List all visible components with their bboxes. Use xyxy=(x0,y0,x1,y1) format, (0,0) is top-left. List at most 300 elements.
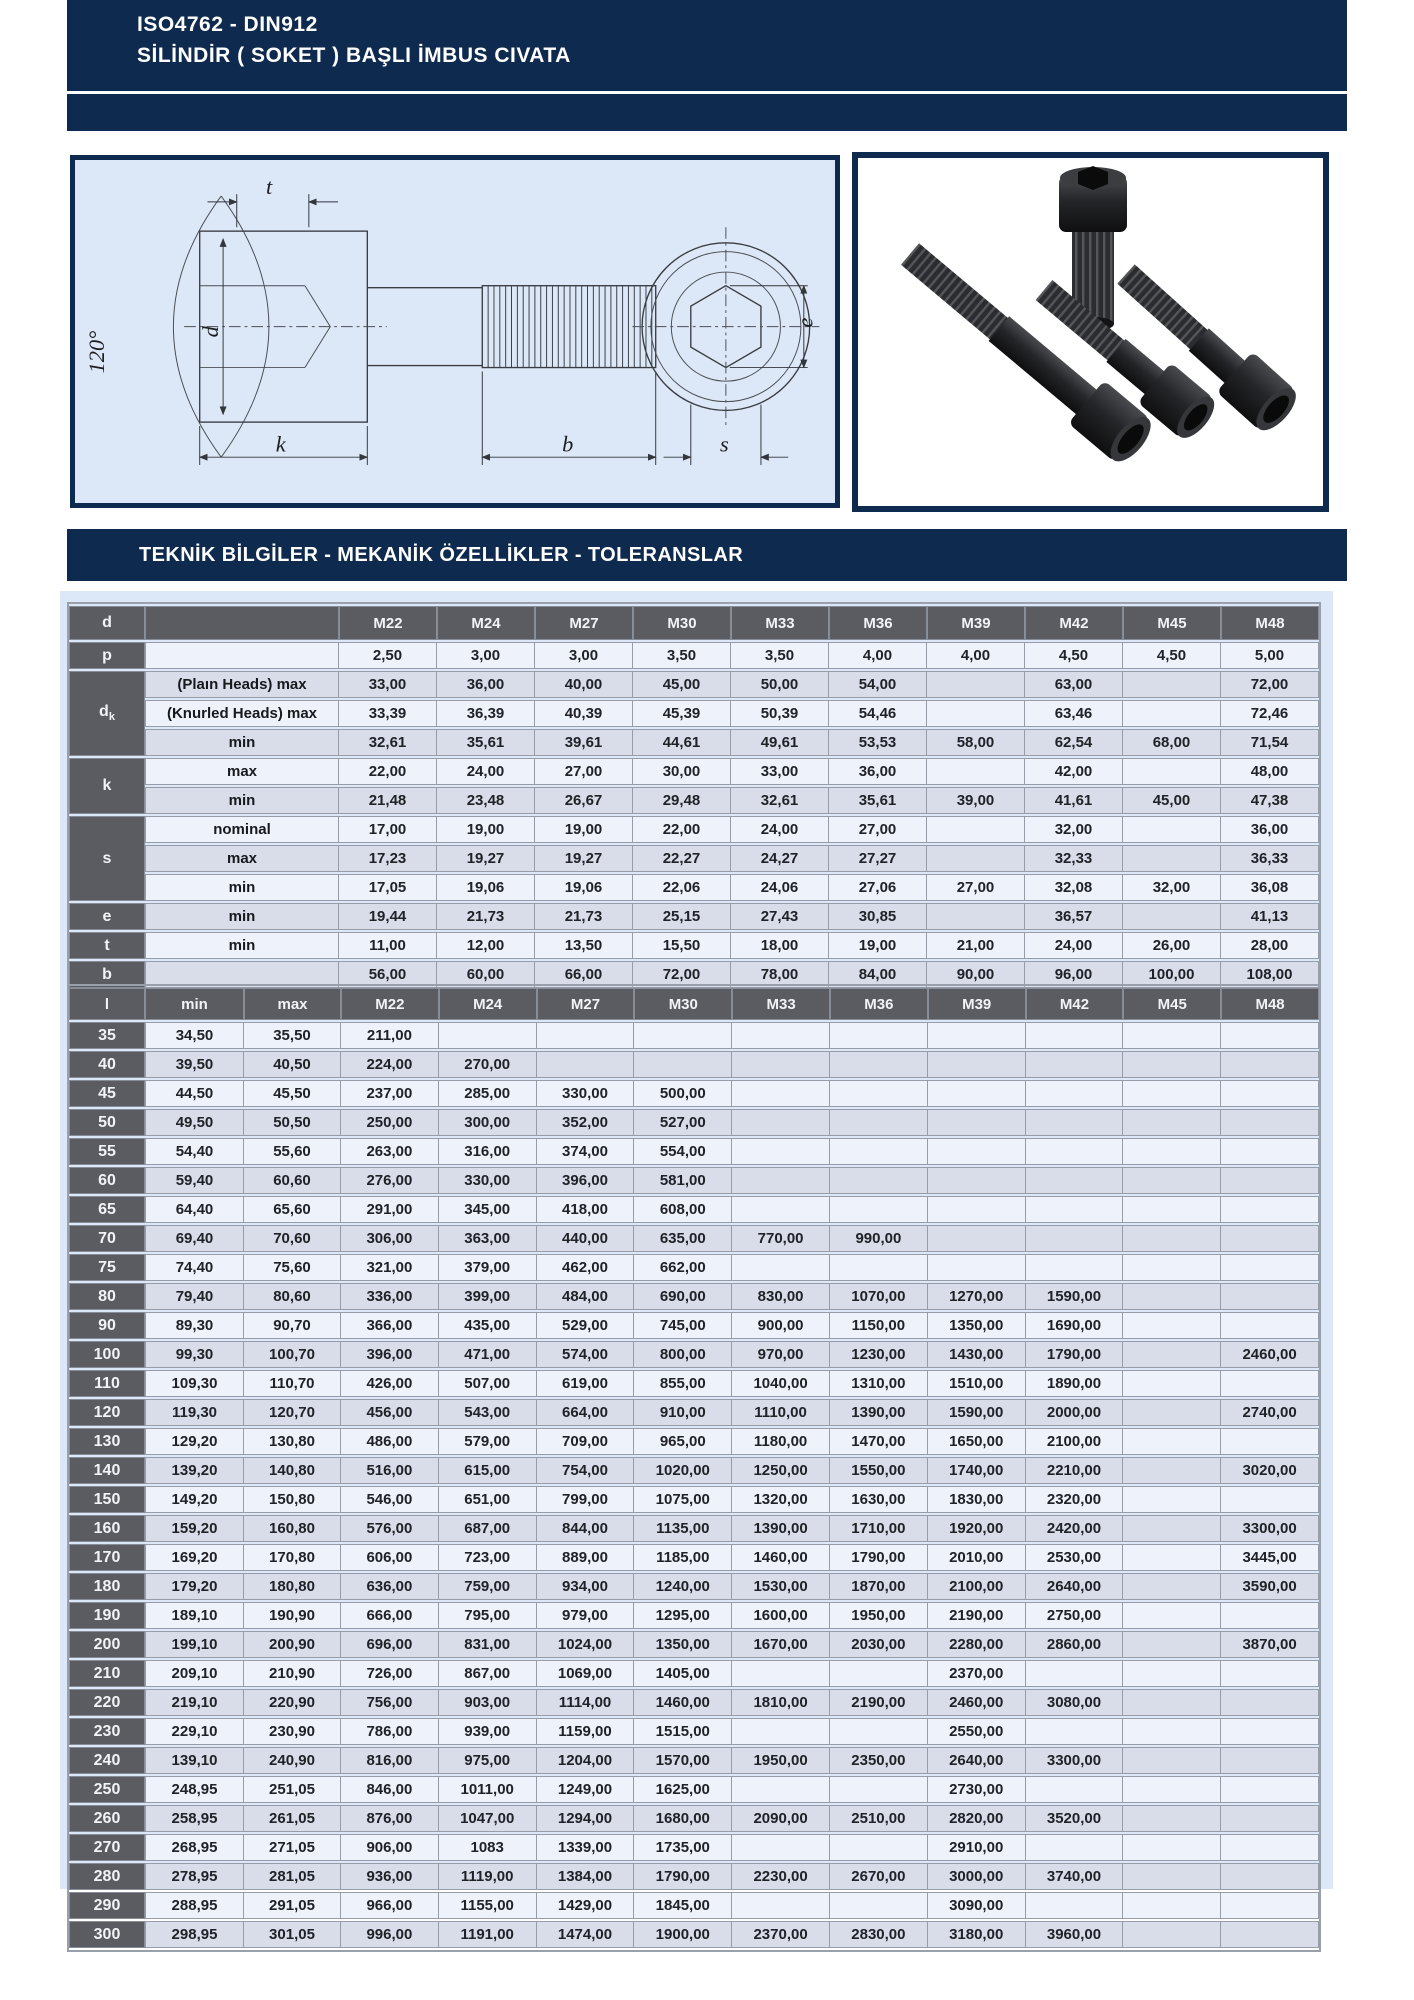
min-cell: 149,20 xyxy=(145,1486,244,1513)
value-cell: 352,00 xyxy=(537,1109,635,1136)
dim-row xyxy=(69,903,1319,930)
value-cell xyxy=(1026,1080,1124,1107)
value-cell xyxy=(1123,1138,1221,1165)
value-cell xyxy=(1123,1631,1221,1658)
value-cell xyxy=(830,1022,928,1049)
length-row xyxy=(69,1138,1319,1165)
value-cell: 1350,00 xyxy=(928,1312,1026,1339)
value-cell xyxy=(830,1776,928,1803)
value-cell xyxy=(928,1109,1026,1136)
dim-sublabel: max xyxy=(145,758,339,785)
max-cell: 70,60 xyxy=(244,1225,341,1252)
dim-row-label: t xyxy=(69,932,145,959)
value-cell xyxy=(928,1051,1026,1078)
value-cell: 3020,00 xyxy=(1221,1457,1319,1484)
min-cell: 258,95 xyxy=(145,1805,244,1832)
value-cell: 2000,00 xyxy=(1026,1399,1124,1426)
value-cell xyxy=(928,1080,1026,1107)
max-cell: 200,90 xyxy=(244,1631,341,1658)
value-cell xyxy=(732,1196,830,1223)
length-row-label: 150 xyxy=(69,1486,145,1513)
value-cell: 21,73 xyxy=(535,903,633,930)
t-dim-label: t xyxy=(265,174,273,200)
value-cell: 47,38 xyxy=(1221,787,1319,814)
value-cell xyxy=(830,1892,928,1919)
value-cell: 32,33 xyxy=(1025,845,1123,872)
length-row xyxy=(69,1254,1319,1281)
value-cell: 28,00 xyxy=(1221,932,1319,959)
value-cell: 1270,00 xyxy=(928,1283,1026,1310)
value-cell: 1625,00 xyxy=(634,1776,732,1803)
value-cell xyxy=(1221,1196,1319,1223)
value-cell xyxy=(1123,1805,1221,1832)
length-row xyxy=(69,1283,1319,1310)
value-cell: 855,00 xyxy=(634,1370,732,1397)
length-header: M33 xyxy=(732,988,830,1020)
value-cell: 1114,00 xyxy=(537,1689,635,1716)
value-cell xyxy=(928,1254,1026,1281)
length-row xyxy=(69,1776,1319,1803)
value-cell: 321,00 xyxy=(341,1254,439,1281)
value-cell: 291,00 xyxy=(341,1196,439,1223)
value-cell: 1339,00 xyxy=(537,1834,635,1861)
value-cell: 2750,00 xyxy=(1026,1602,1124,1629)
value-cell: 1470,00 xyxy=(830,1428,928,1455)
section-title-bar xyxy=(67,529,1347,581)
value-cell: 906,00 xyxy=(341,1834,439,1861)
value-cell: 96,00 xyxy=(1025,961,1123,988)
value-cell: 19,00 xyxy=(829,932,927,959)
value-cell xyxy=(732,1718,830,1745)
value-cell: 786,00 xyxy=(341,1718,439,1745)
value-cell: 3960,00 xyxy=(1026,1921,1124,1948)
value-cell xyxy=(928,1022,1026,1049)
value-cell: 1405,00 xyxy=(634,1660,732,1687)
length-row-label: 210 xyxy=(69,1660,145,1687)
value-cell: 27,00 xyxy=(535,758,633,785)
dim-row xyxy=(69,932,1319,959)
value-cell: 1600,00 xyxy=(732,1602,830,1629)
value-cell: 846,00 xyxy=(341,1776,439,1803)
value-cell: 1950,00 xyxy=(732,1747,830,1774)
length-row xyxy=(69,1805,1319,1832)
value-cell: 554,00 xyxy=(634,1138,732,1165)
value-cell: 50,39 xyxy=(731,700,829,727)
value-cell: 1570,00 xyxy=(634,1747,732,1774)
length-row xyxy=(69,1631,1319,1658)
value-cell: 1790,00 xyxy=(634,1863,732,1890)
max-cell: 281,05 xyxy=(244,1863,341,1890)
value-cell: 23,48 xyxy=(437,787,535,814)
length-row xyxy=(69,1515,1319,1542)
value-cell xyxy=(1123,1283,1221,1310)
value-cell: 374,00 xyxy=(537,1138,635,1165)
value-cell: 1830,00 xyxy=(928,1486,1026,1513)
value-cell: 581,00 xyxy=(634,1167,732,1194)
value-cell xyxy=(1026,1892,1124,1919)
value-cell xyxy=(830,1254,928,1281)
end-view xyxy=(632,227,819,426)
value-cell: 975,00 xyxy=(439,1747,537,1774)
value-cell: 2420,00 xyxy=(1026,1515,1124,1542)
value-cell: 71,54 xyxy=(1221,729,1319,756)
length-header: M27 xyxy=(537,988,635,1020)
value-cell xyxy=(1123,1022,1221,1049)
value-cell: 1515,00 xyxy=(634,1718,732,1745)
value-cell: 2190,00 xyxy=(830,1689,928,1716)
value-cell: 2640,00 xyxy=(1026,1573,1124,1600)
size-header: M30 xyxy=(633,606,731,640)
min-cell: 189,10 xyxy=(145,1602,244,1629)
max-cell: 170,80 xyxy=(244,1544,341,1571)
value-cell: 1740,00 xyxy=(928,1457,1026,1484)
value-cell: 619,00 xyxy=(537,1370,635,1397)
value-cell xyxy=(1221,1834,1319,1861)
dimensions-table xyxy=(67,602,1321,992)
value-cell: 84,00 xyxy=(829,961,927,988)
length-row xyxy=(69,1892,1319,1919)
value-cell xyxy=(1123,1718,1221,1745)
value-cell xyxy=(1123,1109,1221,1136)
value-cell: 62,54 xyxy=(1025,729,1123,756)
value-cell xyxy=(1026,1022,1124,1049)
length-row-label: 190 xyxy=(69,1602,145,1629)
value-cell: 396,00 xyxy=(341,1341,439,1368)
value-cell xyxy=(927,758,1025,785)
value-cell: 27,06 xyxy=(829,874,927,901)
value-cell xyxy=(1221,1167,1319,1194)
length-row xyxy=(69,1718,1319,1745)
value-cell: 2550,00 xyxy=(928,1718,1026,1745)
header-accent-band xyxy=(67,94,1347,131)
dim-sublabel: (Plaın Heads) max xyxy=(145,671,339,698)
value-cell: 615,00 xyxy=(439,1457,537,1484)
value-cell: 30,85 xyxy=(829,903,927,930)
value-cell: 17,00 xyxy=(339,816,437,843)
value-cell: 2860,00 xyxy=(1026,1631,1124,1658)
value-cell: 1845,00 xyxy=(634,1892,732,1919)
value-cell xyxy=(1123,1602,1221,1629)
length-row xyxy=(69,1428,1319,1455)
length-header: M42 xyxy=(1026,988,1124,1020)
value-cell xyxy=(1123,816,1221,843)
max-cell: 150,80 xyxy=(244,1486,341,1513)
value-cell: 1790,00 xyxy=(830,1544,928,1571)
max-cell: 220,90 xyxy=(244,1689,341,1716)
value-cell: 1870,00 xyxy=(830,1573,928,1600)
value-cell: 1119,00 xyxy=(439,1863,537,1890)
value-cell: 24,00 xyxy=(731,816,829,843)
value-cell: 1150,00 xyxy=(830,1312,928,1339)
value-cell xyxy=(927,700,1025,727)
standard-title: ISO4762 - DIN912 xyxy=(137,13,318,36)
min-cell: 248,95 xyxy=(145,1776,244,1803)
max-cell: 180,80 xyxy=(244,1573,341,1600)
min-cell: 288,95 xyxy=(145,1892,244,1919)
value-cell: 63,00 xyxy=(1025,671,1123,698)
dim-row-label: e xyxy=(69,903,145,930)
value-cell: 25,15 xyxy=(633,903,731,930)
min-cell: 169,20 xyxy=(145,1544,244,1571)
value-cell xyxy=(1221,1225,1319,1252)
value-cell xyxy=(1123,1776,1221,1803)
value-cell: 45,39 xyxy=(633,700,731,727)
value-cell: 939,00 xyxy=(439,1718,537,1745)
value-cell: 636,00 xyxy=(341,1573,439,1600)
length-row xyxy=(69,1399,1319,1426)
length-row-label: 60 xyxy=(69,1167,145,1194)
min-cell: 229,10 xyxy=(145,1718,244,1745)
max-cell: 140,80 xyxy=(244,1457,341,1484)
value-cell xyxy=(1123,1225,1221,1252)
dim-row xyxy=(69,787,1319,814)
value-cell xyxy=(830,1109,928,1136)
value-cell xyxy=(1123,1457,1221,1484)
min-cell: 39,50 xyxy=(145,1051,244,1078)
length-row xyxy=(69,1544,1319,1571)
value-cell: 996,00 xyxy=(341,1921,439,1948)
value-cell xyxy=(1221,1805,1319,1832)
value-cell: 2210,00 xyxy=(1026,1457,1124,1484)
value-cell xyxy=(1221,1660,1319,1687)
value-cell: 3,00 xyxy=(535,642,633,669)
length-row xyxy=(69,1660,1319,1687)
max-cell: 190,90 xyxy=(244,1602,341,1629)
value-cell: 53,53 xyxy=(829,729,927,756)
value-cell xyxy=(1123,1196,1221,1223)
length-row-label: 300 xyxy=(69,1921,145,1948)
max-cell: 110,70 xyxy=(244,1370,341,1397)
value-cell: 35,61 xyxy=(437,729,535,756)
value-cell: 5,00 xyxy=(1221,642,1319,669)
value-cell xyxy=(732,1022,830,1049)
size-header: M27 xyxy=(535,606,633,640)
value-cell: 72,46 xyxy=(1221,700,1319,727)
value-cell: 29,48 xyxy=(633,787,731,814)
value-cell: 4,00 xyxy=(829,642,927,669)
min-cell: 119,30 xyxy=(145,1399,244,1426)
value-cell: 44,61 xyxy=(633,729,731,756)
value-cell: 900,00 xyxy=(732,1312,830,1339)
value-cell: 36,39 xyxy=(437,700,535,727)
value-cell: 42,00 xyxy=(1025,758,1123,785)
length-row xyxy=(69,1747,1319,1774)
value-cell: 72,00 xyxy=(1221,671,1319,698)
section-title: TEKNİK BİLGİLER - MEKANİK ÖZELLİKLER - TOLERANSLAR xyxy=(139,544,744,566)
value-cell: 2010,00 xyxy=(928,1544,1026,1571)
length-row xyxy=(69,1051,1319,1078)
value-cell: 1430,00 xyxy=(928,1341,1026,1368)
value-cell xyxy=(1123,1080,1221,1107)
dim-row-label: p xyxy=(69,642,145,669)
value-cell xyxy=(830,1138,928,1165)
length-row-label: 140 xyxy=(69,1457,145,1484)
value-cell: 1230,00 xyxy=(830,1341,928,1368)
value-cell: 990,00 xyxy=(830,1225,928,1252)
value-cell: 90,00 xyxy=(927,961,1025,988)
value-cell: 108,00 xyxy=(1221,961,1319,988)
value-cell xyxy=(1026,1834,1124,1861)
value-cell: 306,00 xyxy=(341,1225,439,1252)
value-cell xyxy=(830,1167,928,1194)
value-cell: 224,00 xyxy=(341,1051,439,1078)
value-cell: 435,00 xyxy=(439,1312,537,1339)
value-cell xyxy=(1221,1370,1319,1397)
value-cell: 723,00 xyxy=(439,1544,537,1571)
value-cell: 936,00 xyxy=(341,1863,439,1890)
dim-sublabel: min xyxy=(145,729,339,756)
value-cell: 285,00 xyxy=(439,1080,537,1107)
value-cell: 3300,00 xyxy=(1026,1747,1124,1774)
value-cell: 26,67 xyxy=(535,787,633,814)
value-cell: 27,00 xyxy=(927,874,1025,901)
value-cell: 336,00 xyxy=(341,1283,439,1310)
dim-header-blank xyxy=(145,606,339,640)
max-cell: 100,70 xyxy=(244,1341,341,1368)
dim-row xyxy=(69,642,1319,669)
min-cell: 139,10 xyxy=(145,1747,244,1774)
value-cell: 237,00 xyxy=(341,1080,439,1107)
value-cell: 651,00 xyxy=(439,1486,537,1513)
value-cell: 3740,00 xyxy=(1026,1863,1124,1890)
value-cell: 41,61 xyxy=(1025,787,1123,814)
value-cell: 1011,00 xyxy=(439,1776,537,1803)
max-cell: 251,05 xyxy=(244,1776,341,1803)
value-cell: 1890,00 xyxy=(1026,1370,1124,1397)
value-cell xyxy=(1123,845,1221,872)
dimensions-table-body xyxy=(69,606,1319,988)
value-cell: 709,00 xyxy=(537,1428,635,1455)
length-header: M39 xyxy=(928,988,1026,1020)
value-cell: 1900,00 xyxy=(634,1921,732,1948)
value-cell: 2820,00 xyxy=(928,1805,1026,1832)
size-header: M24 xyxy=(437,606,535,640)
value-cell xyxy=(1123,671,1221,698)
length-header: M48 xyxy=(1221,988,1319,1020)
value-cell: 33,00 xyxy=(731,758,829,785)
value-cell: 1460,00 xyxy=(732,1544,830,1571)
value-cell xyxy=(1221,1138,1319,1165)
dim-sublabel: min xyxy=(145,932,339,959)
value-cell xyxy=(1123,1312,1221,1339)
dim-row xyxy=(69,758,1319,785)
value-cell: 36,00 xyxy=(829,758,927,785)
value-cell: 486,00 xyxy=(341,1428,439,1455)
value-cell: 418,00 xyxy=(537,1196,635,1223)
value-cell: 1390,00 xyxy=(830,1399,928,1426)
value-cell: 27,27 xyxy=(829,845,927,872)
value-cell: 759,00 xyxy=(439,1573,537,1600)
value-cell xyxy=(732,1776,830,1803)
value-cell: 40,00 xyxy=(535,671,633,698)
value-cell: 799,00 xyxy=(537,1486,635,1513)
value-cell xyxy=(928,1225,1026,1252)
value-cell: 363,00 xyxy=(439,1225,537,1252)
value-cell: 1690,00 xyxy=(1026,1312,1124,1339)
value-cell: 2280,00 xyxy=(928,1631,1026,1658)
value-cell xyxy=(1026,1138,1124,1165)
value-cell: 54,46 xyxy=(829,700,927,727)
product-photo-panel xyxy=(852,152,1329,512)
value-cell xyxy=(1123,1167,1221,1194)
value-cell xyxy=(1026,1196,1124,1223)
value-cell xyxy=(1026,1109,1124,1136)
value-cell: 3445,00 xyxy=(1221,1544,1319,1571)
value-cell: 36,00 xyxy=(437,671,535,698)
value-cell: 4,50 xyxy=(1123,642,1221,669)
value-cell xyxy=(1123,700,1221,727)
value-cell: 60,00 xyxy=(437,961,535,988)
value-cell: 608,00 xyxy=(634,1196,732,1223)
value-cell: 1950,00 xyxy=(830,1602,928,1629)
value-cell xyxy=(1026,1051,1124,1078)
value-cell xyxy=(732,1892,830,1919)
value-cell: 456,00 xyxy=(341,1399,439,1426)
value-cell: 1530,00 xyxy=(732,1573,830,1600)
value-cell: 1590,00 xyxy=(1026,1283,1124,1310)
min-cell: 99,30 xyxy=(145,1341,244,1368)
value-cell: 13,50 xyxy=(535,932,633,959)
value-cell: 2,50 xyxy=(339,642,437,669)
length-row xyxy=(69,1457,1319,1484)
value-cell: 11,00 xyxy=(339,932,437,959)
length-header: M36 xyxy=(830,988,928,1020)
lengths-table-body xyxy=(69,988,1319,1948)
length-header: M22 xyxy=(341,988,439,1020)
value-cell: 889,00 xyxy=(537,1544,635,1571)
length-row xyxy=(69,1341,1319,1368)
length-row-label: 240 xyxy=(69,1747,145,1774)
value-cell: 1550,00 xyxy=(830,1457,928,1484)
value-cell: 32,61 xyxy=(731,787,829,814)
value-cell: 211,00 xyxy=(341,1022,439,1049)
value-cell xyxy=(1026,1254,1124,1281)
value-cell: 1249,00 xyxy=(537,1776,635,1803)
length-row-label: 270 xyxy=(69,1834,145,1861)
value-cell xyxy=(830,1080,928,1107)
value-cell: 664,00 xyxy=(537,1399,635,1426)
value-cell: 800,00 xyxy=(634,1341,732,1368)
dim-corner-label: d xyxy=(69,606,145,640)
value-cell xyxy=(1026,1718,1124,1745)
value-cell: 22,00 xyxy=(633,816,731,843)
value-cell xyxy=(732,1080,830,1107)
value-cell: 17,05 xyxy=(339,874,437,901)
dim-row-label: s xyxy=(69,816,145,901)
value-cell: 33,39 xyxy=(339,700,437,727)
value-cell xyxy=(634,1022,732,1049)
value-cell: 2670,00 xyxy=(830,1863,928,1890)
size-header: M33 xyxy=(731,606,829,640)
value-cell: 18,00 xyxy=(731,932,829,959)
max-cell: 60,60 xyxy=(244,1167,341,1194)
value-cell xyxy=(928,1196,1026,1223)
max-cell: 301,05 xyxy=(244,1921,341,1948)
value-cell xyxy=(1123,903,1221,930)
value-cell xyxy=(1026,1776,1124,1803)
value-cell xyxy=(1123,1689,1221,1716)
length-row-label: 290 xyxy=(69,1892,145,1919)
value-cell: 1429,00 xyxy=(537,1892,635,1919)
value-cell: 1047,00 xyxy=(439,1805,537,1832)
value-cell: 27,43 xyxy=(731,903,829,930)
length-row-label: 160 xyxy=(69,1515,145,1542)
value-cell: 45,00 xyxy=(633,671,731,698)
value-cell: 2740,00 xyxy=(1221,1399,1319,1426)
value-cell xyxy=(1221,1921,1319,1948)
value-cell: 507,00 xyxy=(439,1370,537,1397)
value-cell xyxy=(1221,1747,1319,1774)
